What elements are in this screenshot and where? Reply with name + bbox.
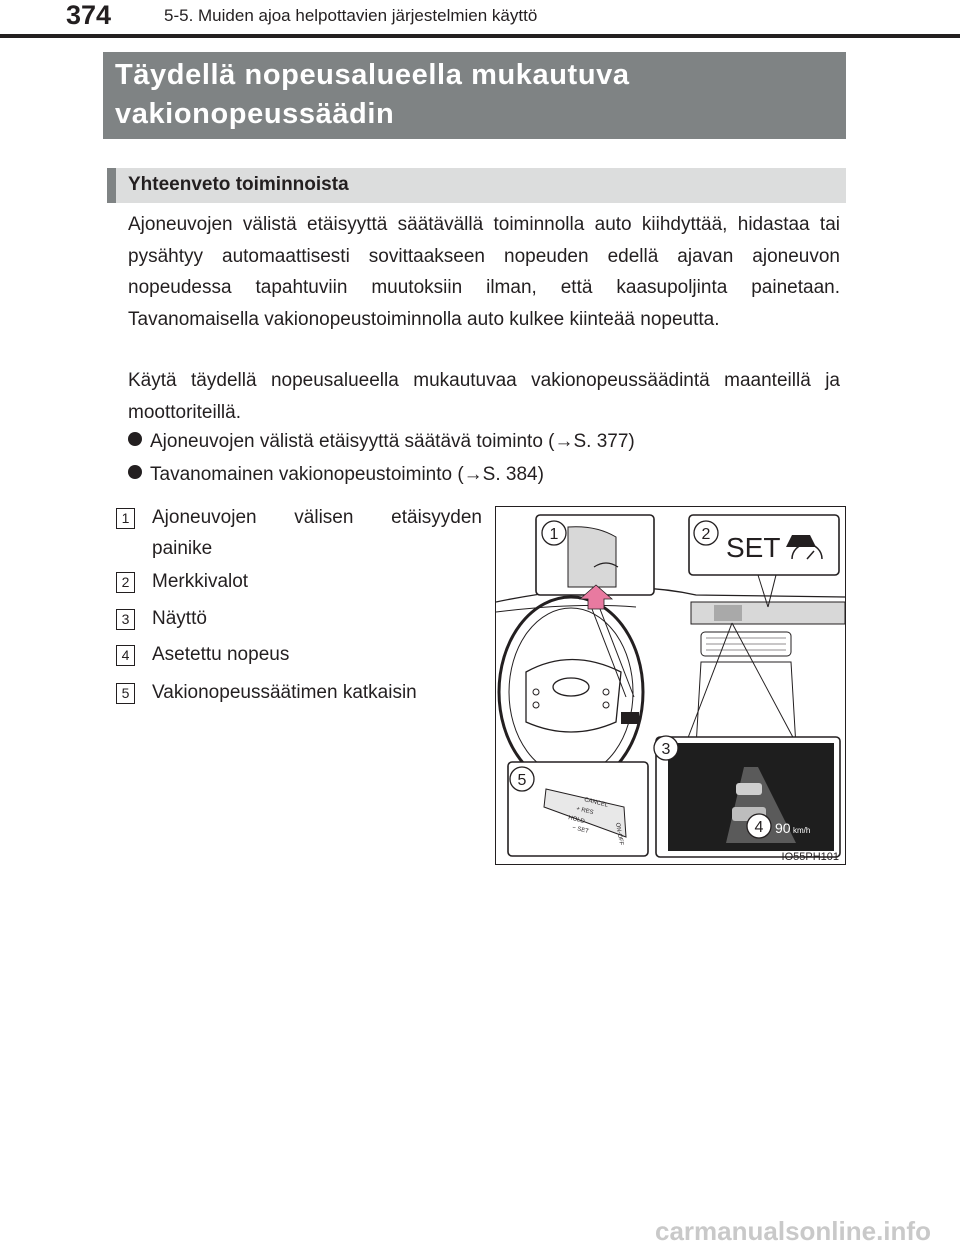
section-title: 5-5. Muiden ajoa helpottavien järjestelmien käyttö <box>164 6 538 25</box>
figure-code: IO55PH101 <box>781 851 839 863</box>
item-number: 4 <box>116 645 135 666</box>
item-number: 5 <box>116 683 135 704</box>
item-text: Vakionopeussäätimen katkaisin <box>152 682 417 703</box>
bullet-item <box>128 462 544 488</box>
lever-hold-label: HOLD <box>567 815 586 825</box>
page-title <box>115 56 835 134</box>
lever-onoff-label: ON-OFF <box>614 822 624 846</box>
title-banner <box>103 52 846 139</box>
item-text: Asetettu nopeus <box>152 644 290 665</box>
bullet-text: Ajoneuvojen välistä etäisyyttä säätävä toiminto (→S. 377) <box>150 431 635 452</box>
page-title-line-1: Täydellä nopeusalueella mukautuva <box>115 59 630 91</box>
page-number: 374 <box>66 0 112 30</box>
callout-5-label: 5 <box>517 772 527 789</box>
callout-3-label: 3 <box>661 741 671 758</box>
cockpit-drawing <box>496 507 845 864</box>
subheading: Yhteenveto toiminnoista <box>128 174 349 195</box>
set-indicator-label: SET <box>726 532 781 563</box>
cockpit-illustration <box>495 506 846 865</box>
paragraph-usage: Käytä täydellä nopeusalueella mukautuvaa vakionopeussäädintä maanteillä ja moottoriteillä. <box>128 370 840 423</box>
item-number: 3 <box>116 609 135 630</box>
subheading-bar <box>107 168 846 203</box>
paragraph-intro: Ajoneuvojen välistä etäisyyttä säätävällä toiminnolla auto kiihdyttää, hidastaa tai pysähtyy automaattisesti sovittaakseen nopeuden edellä ajavan ajoneuvon nopeudessa tapahtuviin muutoksiin ilman, että kaasupoljinta painetaan. Tavanomaisella vakionopeustoiminnolla auto kulkee kiinteää nopeutta. <box>128 214 840 330</box>
lever-cancel-label: CANCEL <box>583 797 609 809</box>
callout-1-label: 1 <box>549 526 559 543</box>
item-text: Ajoneuvojen välisen etäisyyden painike <box>152 507 482 559</box>
set-speed-unit: km/h <box>793 826 811 835</box>
header-rule <box>0 34 960 38</box>
item-number: 2 <box>116 572 135 593</box>
callout-2-label: 2 <box>701 526 711 543</box>
bullet-dot-icon <box>128 432 142 446</box>
item-text: Näyttö <box>152 608 207 629</box>
bullet-item <box>128 429 635 455</box>
bullet-text: Tavanomainen vakionopeustoiminto (→S. 384) <box>150 464 544 485</box>
bullet-dot-icon <box>128 465 142 479</box>
page-title-line-2: vakionopeussäädin <box>115 98 395 130</box>
watermark-text: carmanualsonline.info <box>655 1216 931 1246</box>
lever-set-label: − SET <box>571 825 590 836</box>
lever-res-label: + RES <box>575 806 594 817</box>
item-number: 1 <box>116 508 135 529</box>
set-speed-value: 90 <box>775 820 791 836</box>
callout-4-label: 4 <box>754 819 764 836</box>
item-text: Merkkivalot <box>152 571 249 592</box>
